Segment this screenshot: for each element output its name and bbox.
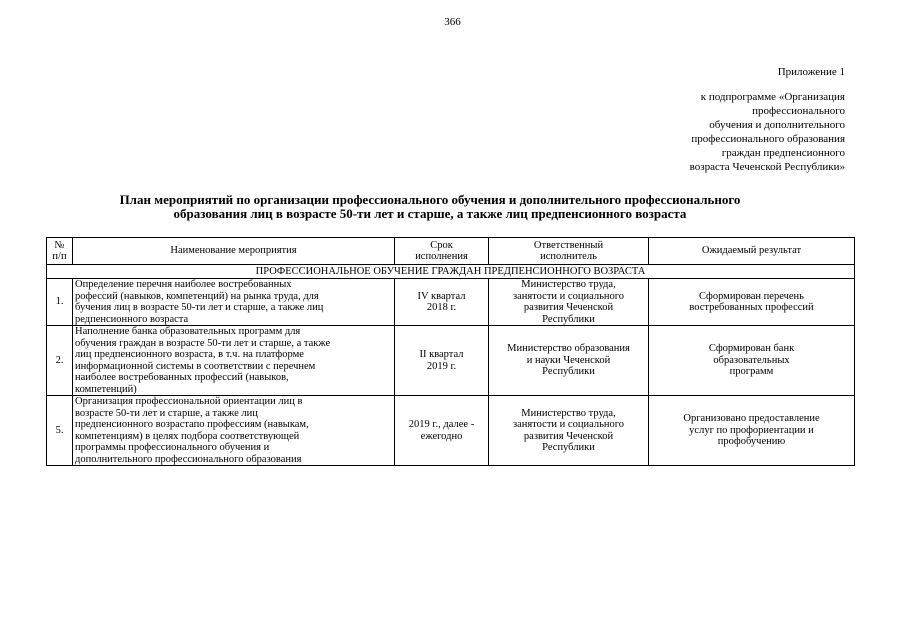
expected-result bbox=[649, 279, 855, 326]
executor-line: Министерство труда, bbox=[521, 279, 616, 290]
page-number: 366 bbox=[444, 16, 461, 28]
expected-result bbox=[649, 396, 855, 466]
table-row bbox=[47, 279, 855, 326]
appendix-line: к подпрограмме «Организация bbox=[700, 91, 845, 103]
plan-heading bbox=[40, 193, 820, 221]
deadline-line: ежегодно bbox=[420, 430, 463, 442]
deadline-line: 2019 г., далее - bbox=[408, 419, 475, 430]
activity-name-line: информационной системы в соответствии с перечнем bbox=[75, 360, 316, 372]
activity-name-line: обучения граждан в возрасте 50-ти лет и старше, а также bbox=[75, 337, 331, 349]
table-row bbox=[47, 396, 855, 466]
appendix-line: обучения и дополнительного bbox=[709, 119, 845, 131]
section-row bbox=[47, 265, 855, 279]
executor-line: развития Чеченской bbox=[523, 430, 614, 442]
activity-name-line: дополнительного профессионального образования bbox=[75, 453, 302, 465]
activity-name-line: возрасте 50-ти лет и старше, а также лиц bbox=[75, 407, 258, 419]
header-text: исполнитель bbox=[540, 251, 597, 262]
activity-name-line: лиц предпенсионного возраста, в т.ч. на платформе bbox=[75, 349, 304, 360]
executor-line: Республики bbox=[542, 313, 595, 325]
executor-line: Министерство образования bbox=[507, 343, 630, 355]
header-text: п/п bbox=[52, 251, 67, 262]
appendix-line: профессионального bbox=[752, 105, 845, 117]
plan-heading-line: План мероприятий по организации профессионального обучения и дополнительного профессионального bbox=[119, 192, 741, 207]
executor bbox=[489, 326, 649, 396]
header-text: Срок bbox=[430, 239, 453, 251]
plan-heading-line: образования лиц в возрасте 50-ти лет и старше, а также лиц предпенсионного возраста bbox=[173, 206, 687, 221]
appendix-line: профессионального образования bbox=[691, 133, 845, 145]
table-row bbox=[47, 326, 855, 396]
activity-name-line: наиболее востребованных профессий (навыков, bbox=[75, 372, 289, 383]
expected-result-line: образовательных bbox=[713, 354, 790, 366]
deadline bbox=[395, 396, 489, 466]
row-number: 1. bbox=[47, 279, 73, 326]
header-text: Ответственный bbox=[533, 239, 604, 251]
row-number: 5. bbox=[47, 396, 73, 466]
deadline bbox=[395, 279, 489, 326]
activity-name-line: предпенсионного возрастапо профессиям (навыкам, bbox=[75, 419, 309, 430]
expected-result-line: программ bbox=[729, 366, 774, 378]
header-text: № bbox=[54, 239, 65, 251]
expected-result-line: услуг по профориентации и bbox=[689, 424, 814, 436]
deadline-line: 2019 г. bbox=[426, 360, 457, 372]
deadline bbox=[395, 326, 489, 396]
activity-name bbox=[73, 326, 395, 396]
executor bbox=[489, 279, 649, 326]
activity-name-line: рофессий (навыков, компетенций) на рынка труда, для bbox=[75, 290, 319, 302]
activity-name-line: бучения лиц в возрасте 50-ти лет и старше, а также лиц bbox=[75, 302, 324, 313]
executor bbox=[489, 396, 649, 466]
executor-line: развития Чеченской bbox=[523, 302, 614, 313]
table-header-row bbox=[47, 238, 855, 265]
appendix-title: Приложение 1 bbox=[777, 66, 845, 78]
expected-result-line: Сформирован перечень bbox=[699, 290, 804, 302]
executor-line: занятости и социального bbox=[512, 419, 625, 430]
expected-result-line: Сформирован банк bbox=[708, 343, 795, 355]
section-title: ПРОФЕССИОНАЛЬНОЕ ОБУЧЕНИЕ ГРАЖДАН ПРЕДПЕНСИОННОГО ВОЗРАСТА bbox=[47, 265, 855, 279]
expected-result-line: востребованных профессий bbox=[689, 302, 814, 313]
deadline-line: IV квартал bbox=[417, 290, 466, 302]
table-body bbox=[47, 265, 855, 466]
row-number: 2. bbox=[47, 326, 73, 396]
activity-name-line: редпенсионного возраста bbox=[75, 313, 189, 325]
executor-line: и науки Чеченской bbox=[526, 354, 611, 366]
deadline-line: II квартал bbox=[419, 349, 464, 360]
header-expected-result: Ожидаемый результат bbox=[649, 238, 855, 265]
appendix-line: возраста Чеченской Республики» bbox=[689, 161, 845, 173]
executor-line: Республики bbox=[542, 366, 595, 378]
activity-name-line: Организация профессиональной ориентации лиц в bbox=[75, 396, 303, 407]
header-text: исполнения bbox=[415, 251, 468, 262]
expected-result-line: Организовано предоставление bbox=[683, 413, 820, 425]
activity-name bbox=[73, 279, 395, 326]
activity-name-line: Наполнение банка образовательных программ для bbox=[75, 326, 301, 337]
appendix-line: граждан предпенсионного bbox=[721, 147, 845, 159]
expected-result bbox=[649, 326, 855, 396]
activity-name-line: компетенциям) в целях подбора соответствующей bbox=[75, 430, 300, 442]
activity-name-line: компетенций) bbox=[75, 383, 137, 395]
header-activity-name: Наименование мероприятия bbox=[73, 238, 395, 265]
expected-result-line: профобучению bbox=[717, 436, 786, 448]
header-executor bbox=[489, 238, 649, 265]
activity-name bbox=[73, 396, 395, 466]
executor-line: занятости и социального bbox=[512, 290, 625, 302]
executor-line: Республики bbox=[542, 442, 595, 453]
plan-table bbox=[46, 237, 855, 466]
executor-line: Министерство труда, bbox=[521, 407, 616, 419]
deadline-line: 2018 г. bbox=[426, 302, 457, 313]
header-number bbox=[47, 238, 73, 265]
activity-name-line: Определение перечня наиболее востребованных bbox=[75, 279, 292, 290]
header-deadline bbox=[395, 238, 489, 265]
appendix-subtitle bbox=[690, 90, 845, 174]
activity-name-line: программы профессионального обучения и bbox=[75, 442, 270, 453]
